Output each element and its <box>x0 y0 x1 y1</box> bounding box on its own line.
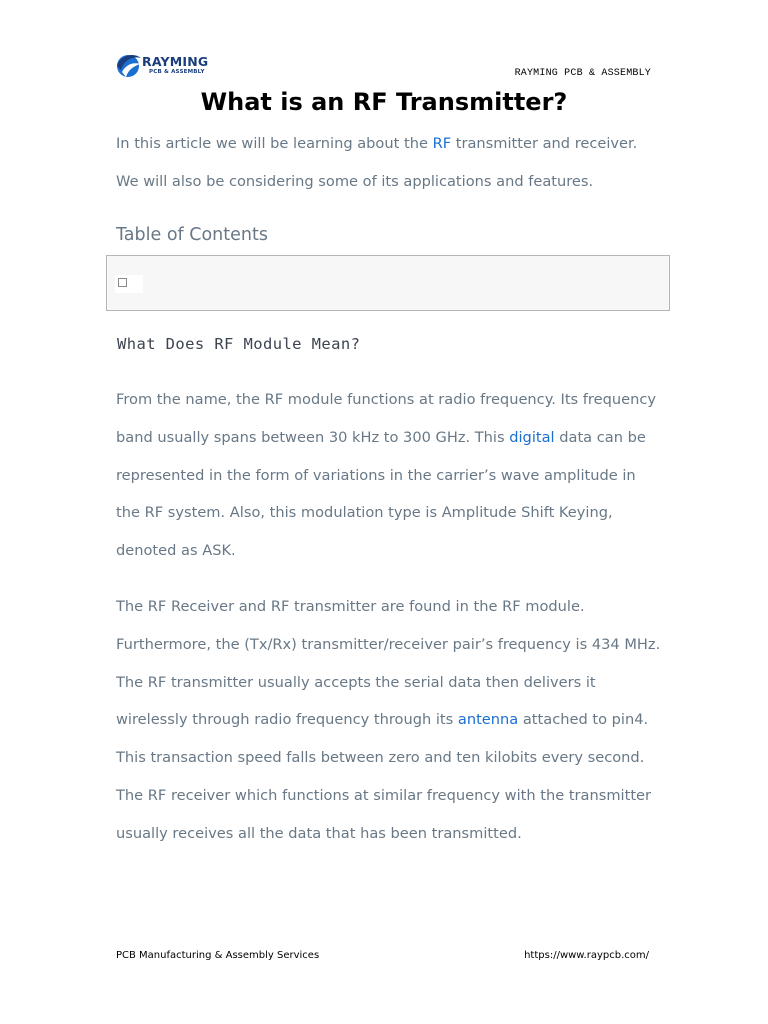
section-paragraph-1 <box>116 381 661 570</box>
para2-text-start: The RF Receiver and RF transmitter are found in the RF module. Furthermore, the (Tx/Rx) transmitter/receiver pair’s frequency is 434 MHz. The RF transmitter usually accepts the serial data then delivers it wirelessly through radio frequency through its <box>116 598 661 729</box>
digital-link[interactable]: digital <box>509 428 555 446</box>
antenna-link[interactable]: antenna <box>457 711 519 729</box>
logo-subtitle: PCB & ASSEMBLY <box>149 69 205 75</box>
intro-text-end: transmitter and receiver. We will also be considering some of its applications and features. <box>116 135 638 190</box>
rayming-logo-icon <box>114 50 144 80</box>
toc-toggle-button[interactable] <box>115 275 143 293</box>
section-heading: What Does RF Module Mean? <box>117 335 361 353</box>
footer-url: https://www.raypcb.com/ <box>524 950 649 961</box>
intro-text-start: In this article we will be learning about the <box>116 135 433 152</box>
intro-paragraph <box>116 125 661 201</box>
para2-text-end: attached to pin4. This transaction speed falls between zero and ten kilobits every second. The RF receiver which functions at similar frequency with the transmitter usually receives all the data that has been transmitted. <box>116 711 652 842</box>
rayming-logo <box>114 50 224 82</box>
para1-text-start: From the name, the RF module functions at radio frequency. Its frequency band usually spans between 30 kHz to 300 GHz. This <box>116 391 656 446</box>
toc-heading: Table of Contents <box>116 225 268 245</box>
logo-wordmark: RAYMING <box>142 54 209 69</box>
header-company-name: RAYMING PCB & ASSEMBLY <box>514 68 651 79</box>
collapse-toggle-icon <box>118 278 127 287</box>
rf-link[interactable]: RF <box>432 135 452 152</box>
page-title: What is an RF Transmitter? <box>200 88 568 116</box>
table-of-contents <box>106 255 670 311</box>
para1-text-end: data can be represented in the form of variations in the carrier’s wave amplitude in the RF system. Also, this modulation type is Amplitude Shift Keying, denoted as ASK. <box>116 428 646 560</box>
section-paragraph-2 <box>116 588 661 853</box>
footer-services: PCB Manufacturing & Assembly Services <box>116 950 320 961</box>
